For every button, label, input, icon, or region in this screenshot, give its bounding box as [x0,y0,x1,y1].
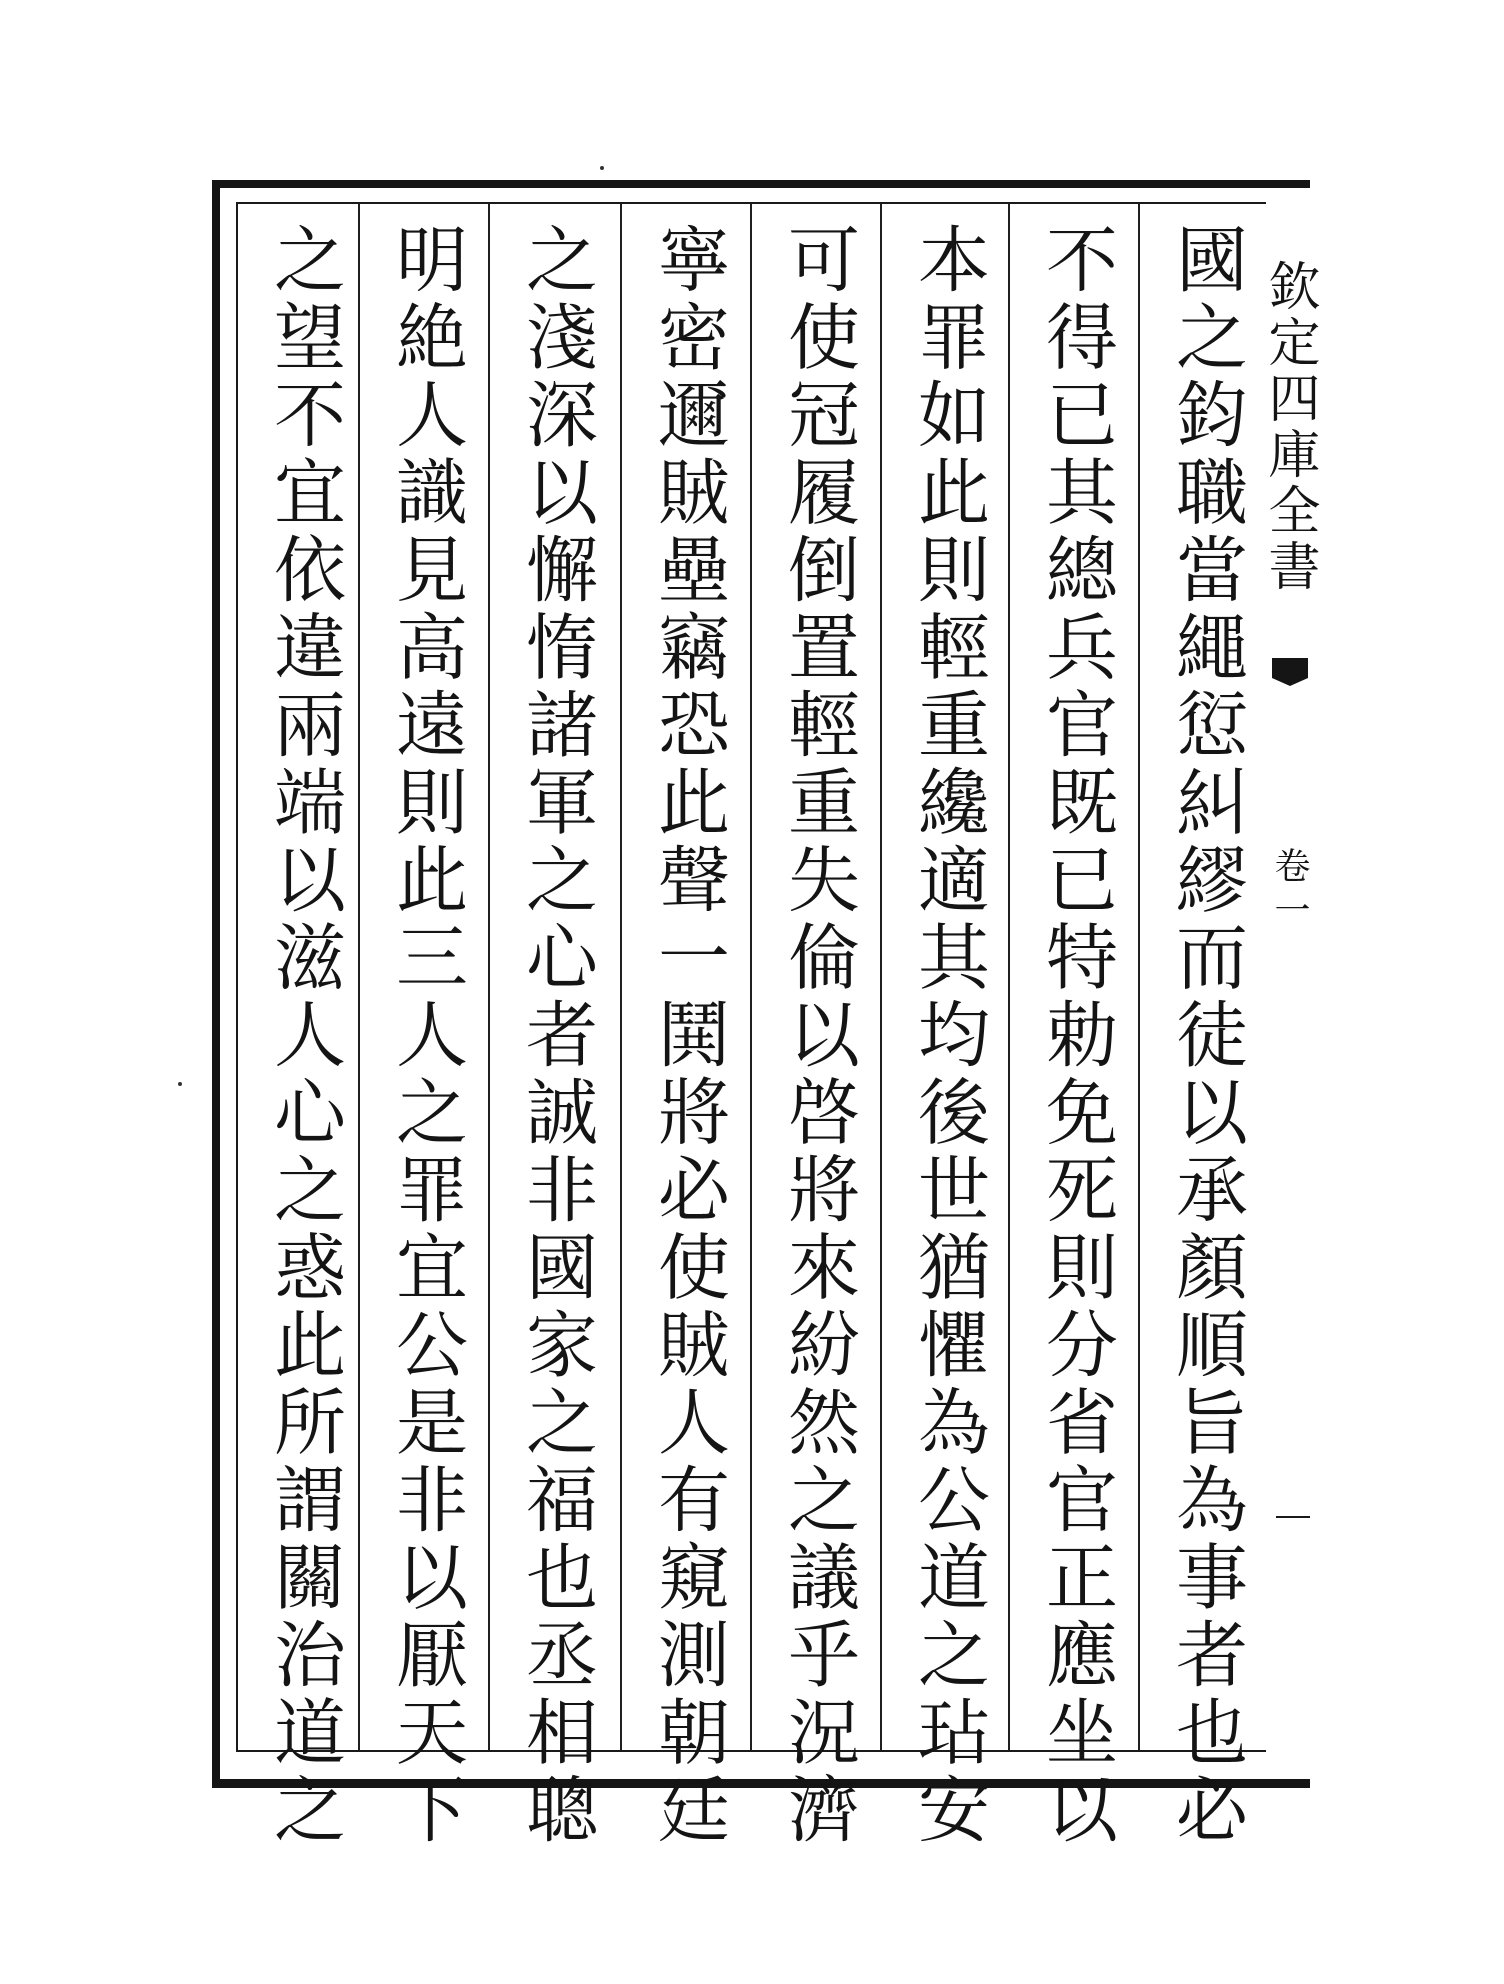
column-rule [620,204,622,1750]
column-rule [750,204,752,1750]
volume-label: 卷一 [1269,847,1310,935]
column-rule [488,204,490,1750]
text-column-4: 可使冠履倒置輕重失倫以啓將來紛然之議乎況濟 [776,222,860,1850]
scan-speck [178,1082,182,1086]
column-rule [1008,204,1010,1750]
text-column-3: 本罪如此則輕重纔適其均後世猶懼為公道之玷安 [906,222,990,1850]
text-column-8: 之望不宜依違兩端以滋人心之惑此所謂關治道之 [262,222,346,1850]
scan-speck [600,166,604,170]
center-strip [1259,204,1319,1750]
strip-tick-mark [1276,1516,1310,1518]
column-rule [1138,204,1140,1750]
text-column-1: 國之鈞職當繩愆糾繆而徒以承顏順旨為事者也必 [1164,222,1248,1850]
fish-tail-mark-icon [1268,656,1310,686]
text-column-7: 明絶人識見高遠則此三人之罪宜公是非以厭天下 [384,222,468,1850]
text-column-5: 寧密邇賊壘竊恐此聲一鬨將必使賊人有窺測朝廷 [646,222,730,1850]
book-title: 欽定四庫全書 [1259,259,1319,595]
text-column-6: 之淺深以懈惰諸軍之心者誠非國家之福也丞相聰 [514,222,598,1850]
text-column-2: 不得已其總兵官既已特勅免死則分省官正應坐以 [1034,222,1118,1850]
column-rule [880,204,882,1750]
